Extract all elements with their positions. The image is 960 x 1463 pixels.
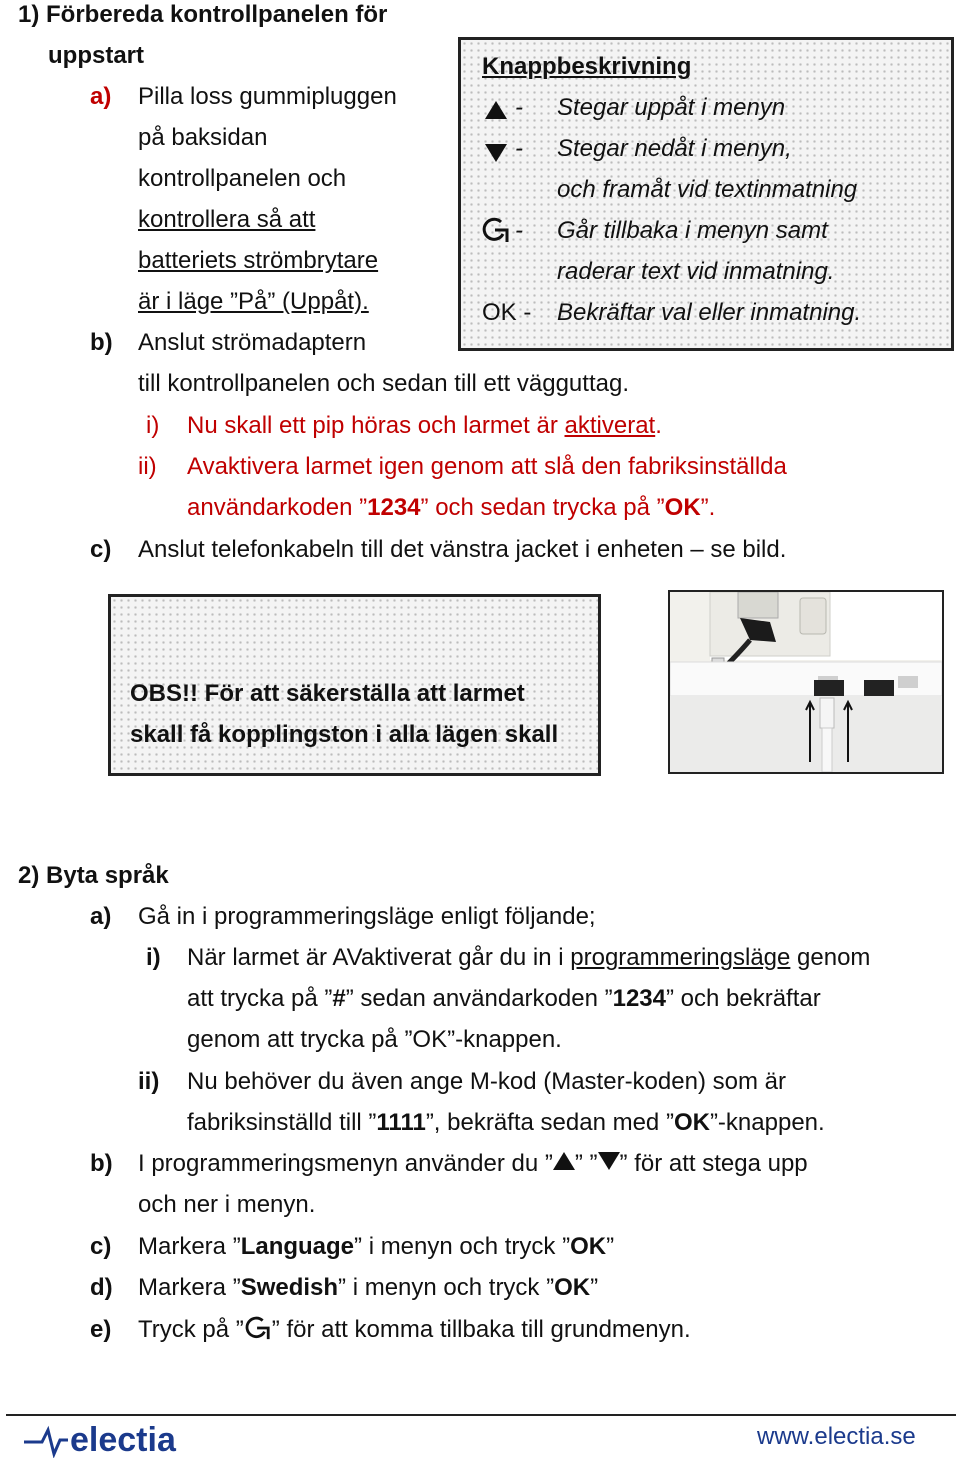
s2-item-a-i-label: i) xyxy=(146,944,161,971)
item-c-text: Anslut telefonkabeln till det vänstra jacket i enheten – se bild. xyxy=(138,536,787,563)
s2-item-b-line1: I programmeringsmenyn använder du ” ” ” ” för att stega upp xyxy=(138,1150,808,1177)
s2-item-a-i-line2: att trycka på ”#” sedan användarkoden ”1234” och bekräftar xyxy=(187,985,821,1012)
aktiverat-link: aktiverat xyxy=(564,412,656,439)
item-c-label: c) xyxy=(90,536,112,563)
footer-divider xyxy=(6,1414,956,1416)
programmeringslage-link: programmeringsläge xyxy=(570,944,791,971)
device-jack-photo xyxy=(668,590,944,774)
back-icon xyxy=(244,1315,272,1341)
s2-item-c-text: Markera ”Language” i menyn och tryck ”OK” xyxy=(138,1233,615,1260)
item-b-label: b) xyxy=(90,329,113,356)
item-b-ii-line1: Avaktivera larmet igen genom att slå den fabriksinställda xyxy=(187,453,787,480)
key-down-text1: Stegar nedåt i menyn, xyxy=(557,135,792,162)
s2-item-a-i-line3: genom att trycka på ”OK”-knappen. xyxy=(187,1026,562,1053)
s2-item-b-label: b) xyxy=(90,1150,113,1177)
key-ok-text: Bekräftar val eller inmatning. xyxy=(557,299,862,326)
item-a-line5: batteriets strömbrytare xyxy=(138,247,379,274)
section1-heading: 1) Förbereda kontrollpanelen för xyxy=(18,1,388,28)
s2-item-a-ii-line2: fabriksinställd till ”1111”, bekräfta sedan med ”OK”-knappen. xyxy=(187,1109,825,1136)
item-b-ii-line2: användarkoden ”1234” och sedan trycka på ”OK”. xyxy=(187,494,716,521)
logo-pulse-icon xyxy=(24,1422,68,1458)
s2-item-d-label: d) xyxy=(90,1274,113,1301)
s2-item-e-label: e) xyxy=(90,1316,112,1343)
obs-line1: OBS!! För att säkerställa att larmet xyxy=(130,680,525,707)
item-a-line4: kontrollera så att xyxy=(138,206,316,233)
obs-note-box xyxy=(108,594,601,776)
section1-heading-line2: uppstart xyxy=(48,42,144,69)
section2-heading: 2) Byta språk xyxy=(18,862,169,889)
dash-down: - xyxy=(515,135,523,162)
arrow-down-icon xyxy=(598,1152,620,1170)
s2-item-a-ii-line1: Nu behöver du även ange M-kod (Master-koden) som är xyxy=(187,1068,786,1095)
key-back-text2: raderar text vid inmatning. xyxy=(557,258,835,285)
s2-item-a-i-line1: När larmet är AVaktiverat går du in i programmeringsläge genom xyxy=(187,944,871,971)
item-b-ii-label: ii) xyxy=(138,453,157,480)
key-description-box xyxy=(458,37,954,351)
dash-up: - xyxy=(515,94,523,121)
s2-item-a-text: Gå in i programmeringsläge enligt följande; xyxy=(138,903,596,930)
arrow-down-icon xyxy=(485,144,507,162)
arrow-up-icon xyxy=(485,101,507,119)
s2-item-c-label: c) xyxy=(90,1233,112,1260)
item-b-line2: till kontrollpanelen och sedan till ett vägguttag. xyxy=(138,370,629,397)
key-up-text: Stegar uppåt i menyn xyxy=(557,94,786,121)
item-b-i-text: Nu skall ett pip höras och larmet är aktiverat. xyxy=(187,412,662,439)
item-b-line1: Anslut strömadaptern xyxy=(138,329,367,356)
item-a-line3: kontrollpanelen och xyxy=(138,165,347,192)
s2-item-d-text: Markera ”Swedish” i menyn och tryck ”OK” xyxy=(138,1274,599,1301)
item-a-label: a) xyxy=(90,83,112,110)
device-jack-illustration xyxy=(670,592,942,772)
obs-line2: skall få kopplingston i alla lägen skall xyxy=(130,721,559,748)
key-back-text1: Går tillbaka i menyn samt xyxy=(557,217,828,244)
s2-item-b-line2: och ner i menyn. xyxy=(138,1191,316,1218)
key-down-text2: och framåt vid textinmatning xyxy=(557,176,858,203)
item-a-line2: på baksidan xyxy=(138,124,268,151)
s2-item-e-text: Tryck på ” ” för att komma tillbaka till grundmenyn. xyxy=(138,1316,691,1343)
item-a-line6: är i läge ”På” (Uppåt). xyxy=(138,288,369,315)
key-ok-label: OK - xyxy=(482,299,532,326)
s2-item-a-ii-label: ii) xyxy=(138,1068,160,1095)
key-box-title: Knappbeskrivning xyxy=(482,53,692,80)
item-b-i-label: i) xyxy=(146,412,160,439)
logo-text: electia xyxy=(70,1421,176,1459)
s2-item-a-label: a) xyxy=(90,903,112,930)
arrow-up-icon xyxy=(553,1152,575,1170)
item-a-line1: Pilla loss gummipluggen xyxy=(138,83,397,110)
dash-back: - xyxy=(515,217,523,244)
footer-url[interactable]: www.electia.se xyxy=(757,1423,916,1450)
back-icon xyxy=(481,216,511,244)
